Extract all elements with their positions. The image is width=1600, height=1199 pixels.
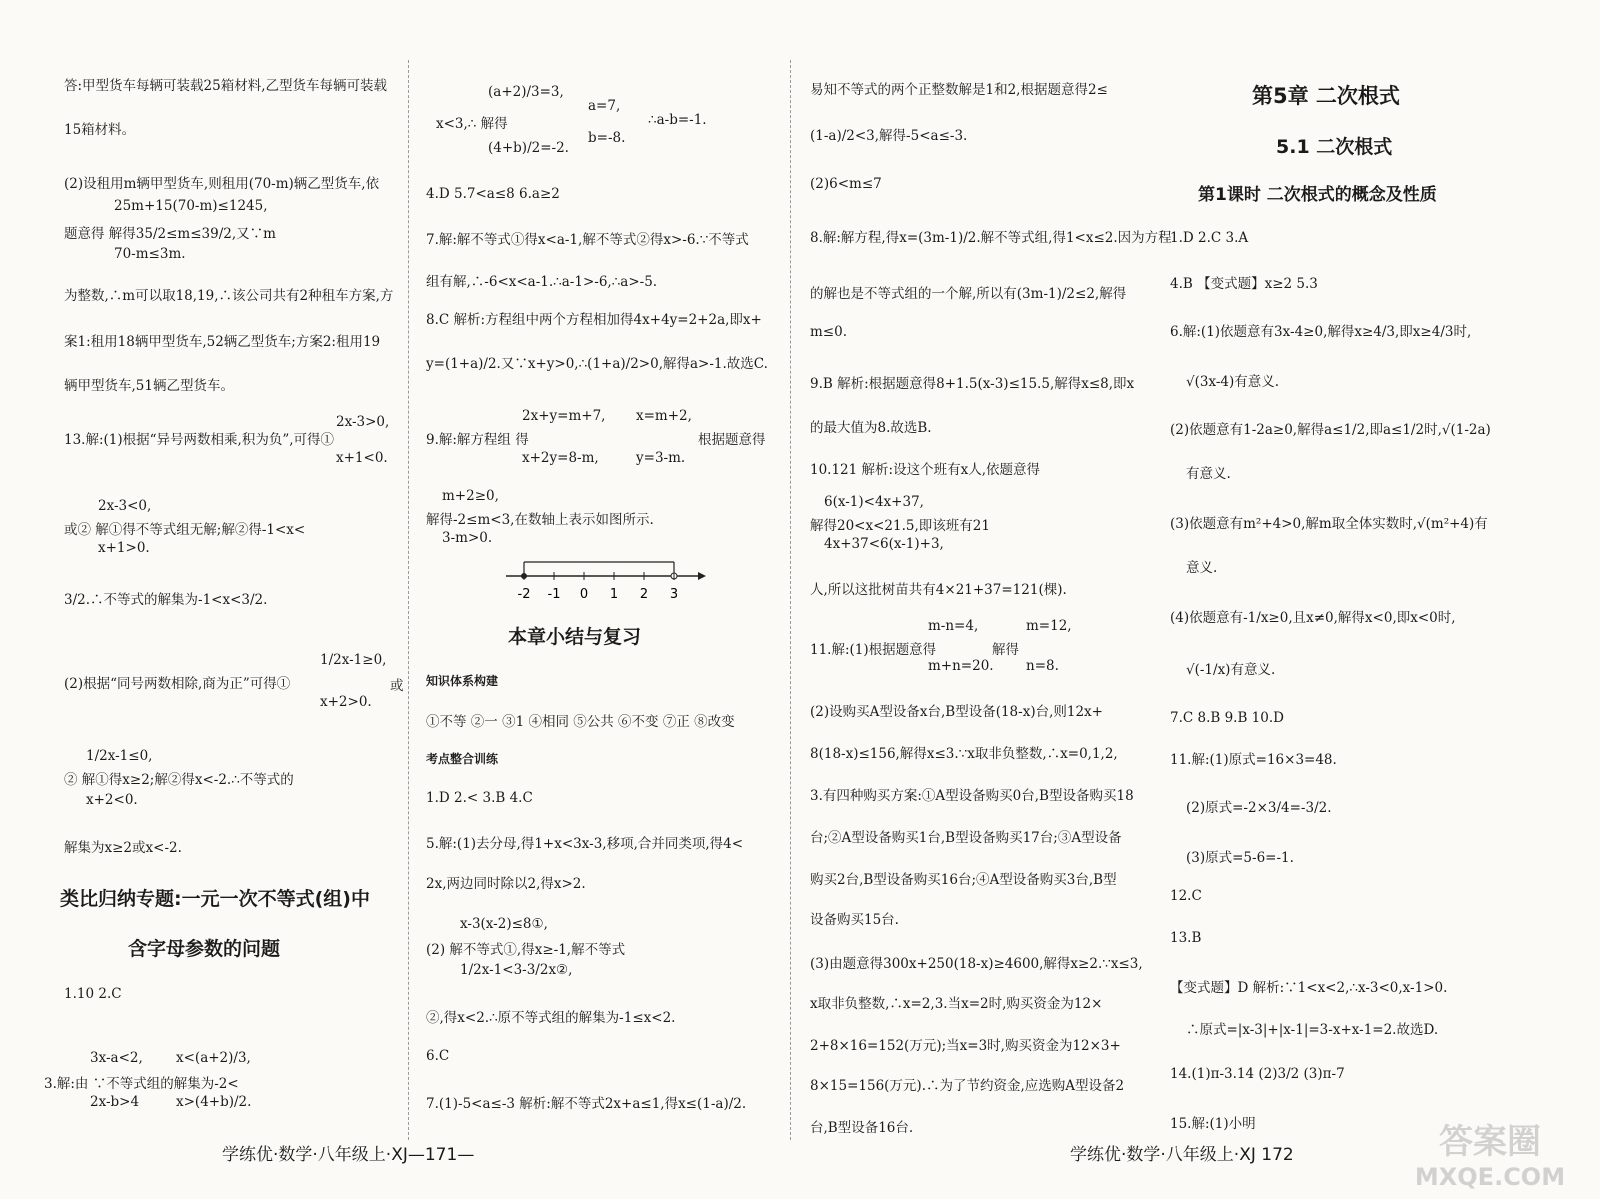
text-line: 人,所以这批树苗共有4×21+37=121(棵). [810,582,1067,598]
text-line: 1.10 2.C [64,986,122,1002]
watermark-url: MXQE.COM [1414,1163,1566,1191]
text-line: ∴原式=|x-3|+|x-1|=3-x+x-1=2.故选D. [1186,1022,1439,1038]
arrow-icon [698,572,706,580]
text-line: 台,B型设备16台. [810,1120,914,1136]
text-line: ②,得x<2.∴原不等式组的解集为-1≤x<2. [426,1010,676,1026]
column-divider [408,60,409,1140]
text-line: 10.121 解析:设这个班有x人,依题意得 [810,462,1040,478]
section-heading: 本章小结与复习 [508,626,642,648]
tick-label: 0 [579,587,589,602]
text-line: 4x+37<6(x-1)+3, [824,536,944,552]
text-line: (2) 解不等式①,得x≥-1,解不等式 [426,942,626,958]
text-line: 解得 [992,642,1019,658]
text-line: 案1:租用18辆甲型货车,52辆乙型货车;方案2:租用19 [64,334,381,350]
text-line: (2)设租用m辆甲型货车,则租用(70-m)辆乙型货车,依 [64,176,380,192]
text-line: 3-m>0. [442,530,493,546]
text-line: 6.C [426,1048,450,1064]
text-line: 4.B 【变式题】x≥2 5.3 [1170,276,1318,292]
text-line: 12.C [1170,888,1202,904]
text-line: 1/2x-1≥0, [320,652,387,668]
text-line: (4)依题意有-1/x≥0,且x≠0,解得x<0,即x<0时, [1170,610,1456,626]
text-line: (2)依题意有1-2a≥0,解得a≤1/2,即a≤1/2时,√(1-2a) [1170,422,1491,438]
text-line: 2x-b>4 [90,1094,140,1110]
text-line: 13.B [1170,930,1202,946]
text-line: a=7, [588,98,621,114]
text-line: 15.解:(1)小明 [1170,1116,1256,1132]
text-line: 3/2.∴不等式的解集为-1<x<3/2. [64,592,268,608]
watermark-text: 答案圈 [1439,1122,1541,1162]
page-footer-right: 学练优·数学·八年级上·XJ 172 [1070,1145,1294,1165]
text-line: x<3,∴ 解得 [436,116,508,132]
text-line: 6.解:(1)依题意有3x-4≥0,解得x≥4/3,即x≥4/3时, [1170,324,1472,340]
text-line: 25m+15(70-m)≤1245, [114,198,268,214]
text-line: 【变式题】D 解析:∵1<x<2,∴x-3<0,x-1>0. [1170,980,1448,996]
text-line: 题意得 解得35/2≤m≤39/2,又∵m [64,226,276,242]
text-line: 9.B 解析:根据题意得8+1.5(x-3)≤15.5,解得x≤8,即x [810,376,1135,392]
text-line: (1-a)/2<3,解得-5<a≤-3. [810,128,968,144]
subsection-heading: 知识体系构建 [426,674,499,688]
text-line: 答:甲型货车每辆可装载25箱材料,乙型货车每辆可装载 [64,78,388,94]
text-line: 7.解:解不等式①得x<a-1,解不等式②得x>-6.∵不等式 [426,232,749,248]
text-line: 3.解:由 ∵不等式组的解集为-2< [44,1076,239,1092]
text-line: 14.(1)π-3.14 (2)3/2 (3)π-7 [1170,1066,1345,1082]
text-line: 购买2台,B型设备购买16台;④A型设备购买3台,B型 [810,872,1117,888]
text-line: (3)由题意得300x+250(18-x)≥4600,解得x≥2.∵x≤3, [810,956,1143,972]
text-line: 设备购买15台. [810,912,899,928]
text-line: 4.D 5.7<a≤8 6.a≥2 [426,186,560,202]
text-line: ② 解①得x≥2;解②得x<-2.∴不等式的 [64,772,294,788]
text-line: x+2<0. [86,792,138,808]
text-line: 11.解:(1)原式=16×3=48. [1170,752,1337,768]
text-line: x>(4+b)/2. [176,1094,252,1110]
text-line: (2)6<m≤7 [810,176,882,192]
text-line: 台;②A型设备购买1台,B型设备购买17台;③A型设备 [810,830,1122,846]
chapter-title: 第5章 二次根式 [1252,84,1400,108]
text-line: 11.解:(1)根据题意得 [810,642,937,658]
text-line: 2x,两边同时除以2,得x>2. [426,876,586,892]
tick-label: 2 [639,587,649,602]
lesson-title: 第1课时 二次根式的概念及性质 [1198,185,1437,205]
section-heading: 类比归纳专题:一元一次不等式(组)中 [60,888,370,910]
text-line: 9.解:解方程组 得 [426,432,529,448]
text-line: 的最大值为8.故选B. [810,420,932,436]
tick-label: 1 [609,587,619,602]
text-line: m≤0. [810,324,847,340]
text-line: 8(18-x)≤156,解得x≤3.∵x取非负整数,∴x=0,1,2, [810,746,1118,762]
text-line: 解集为x≥2或x<-2. [64,840,182,856]
number-line-diagram [506,554,706,606]
text-line: 8×15=156(万元).∴为了节约资金,应选购A型设备2 [810,1078,1125,1094]
text-line: n=8. [1026,658,1059,674]
text-line: 1.D 2.C 3.A [1170,230,1249,246]
text-line: 13.解:(1)根据“异号两数相乘,积为负”,可得① [64,432,335,448]
text-line: √(-1/x)有意义. [1186,662,1276,678]
text-line: 2x+y=m+7, [522,408,606,424]
text-line: 1.D 2.< 3.B 4.C [426,790,533,806]
text-line: ①不等 ②一 ③1 ④相同 ⑤公共 ⑥不变 ⑦正 ⑧改变 [426,714,735,730]
text-line: 有意义. [1186,466,1231,482]
text-line: (2)根据“同号两数相除,商为正”可得① [64,676,291,692]
text-line: 或 [390,678,404,694]
text-line: 易知不等式的两个正整数解是1和2,根据题意得2≤ [810,82,1108,98]
text-line: x+1>0. [98,540,150,556]
text-line: y=(1+a)/2.又∵x+y>0,∴(1+a)/2>0,解得a>-1.故选C. [426,356,768,372]
text-line: 3.有四种购买方案:①A型设备购买0台,B型设备购买18 [810,788,1134,804]
text-line: 为整数,∴m可以取18,19,∴该公司共有2种租车方案,方 [64,288,394,304]
page-footer-left: 学练优·数学·八年级上·XJ—171— [222,1145,475,1165]
column-divider [790,60,791,1140]
text-line: b=-8. [588,130,626,146]
text-line: 3x-a<2, [90,1050,143,1066]
text-line: m=12, [1026,618,1072,634]
text-line: (2)原式=-2×3/4=-3/2. [1186,800,1332,816]
text-line: 6(x-1)<4x+37, [824,494,924,510]
tick-label: -2 [517,587,531,602]
text-line: ∴a-b=-1. [648,112,707,128]
subsection-heading: 考点整合训练 [426,752,499,766]
text-line: x+1<0. [336,450,388,466]
text-line: y=3-m. [636,450,686,466]
text-line: 组有解,∴-6<x<a-1.∴a-1>-6,∴a>-5. [426,274,658,290]
text-line: 2x-3>0, [336,414,390,430]
text-line: m+2≥0, [442,488,499,504]
text-line: (3)依题意有m²+4>0,解m取全体实数时,√(m²+4)有 [1170,516,1488,532]
section-title: 5.1 二次根式 [1276,136,1393,158]
text-line: m-n=4, [928,618,979,634]
text-line: 5.解:(1)去分母,得1+x<3x-3,移项,合并同类项,得4< [426,836,744,852]
text-line: 7.(1)-5<a≤-3 解析:解不等式2x+a≤1,得x≤(1-a)/2. [426,1096,747,1112]
text-line: 7.C 8.B 9.B 10.D [1170,710,1284,726]
text-line: 70-m≤3m. [114,246,186,262]
text-line: 8.解:解方程,得x=(3m-1)/2.解不等式组,得1<x≤2.因为方程 [810,230,1172,246]
text-line: (3)原式=5-6=-1. [1186,850,1294,866]
text-line: x取非负整数,∴x=2,3.当x=2时,购买资金为12× [810,996,1103,1012]
text-line: m+n=20. [928,658,994,674]
text-line: 或② 解①得不等式组无解;解②得-1<x< [64,522,306,538]
text-line: √(3x-4)有意义. [1186,374,1280,390]
section-heading: 含字母参数的问题 [128,938,281,960]
text-line: 意义. [1186,560,1218,576]
text-line: (2)设购买A型设备x台,B型设备(18-x)台,则12x+ [810,704,1103,720]
text-line: 的解也是不等式组的一个解,所以有(3m-1)/2≤2,解得 [810,286,1127,302]
text-line: 2x-3<0, [98,498,152,514]
text-line: (4+b)/2=-2. [488,140,569,156]
text-line: 8.C 解析:方程组中两个方程相加得4x+4y=2+2a,即x+ [426,312,762,328]
tick-label: 3 [669,587,679,602]
tick-label: -1 [547,587,561,602]
text-line: (a+2)/3=3, [488,84,564,100]
text-line: 15箱材料。 [64,122,136,138]
text-line: x<(a+2)/3, [176,1050,251,1066]
text-line: 解得-2≤m<3,在数轴上表示如图所示. [426,512,654,528]
text-line: 解得20<x<21.5,即该班有21 [810,518,990,534]
text-line: 1/2x-1≤0, [86,748,153,764]
text-line: x-3(x-2)≤8①, [460,916,548,932]
text-line: 根据题意得 [698,432,766,448]
text-line: 辆甲型货车,51辆乙型货车。 [64,378,234,394]
text-line: x=m+2, [636,408,692,424]
text-line: 2+8×16=152(万元);当x=3时,购买资金为12×3+ [810,1038,1121,1054]
text-line: x+2>0. [320,694,372,710]
text-line: 1/2x-1<3-3/2x②, [460,962,573,978]
text-line: x+2y=8-m, [522,450,599,466]
watermark-logo [1390,1113,1590,1193]
